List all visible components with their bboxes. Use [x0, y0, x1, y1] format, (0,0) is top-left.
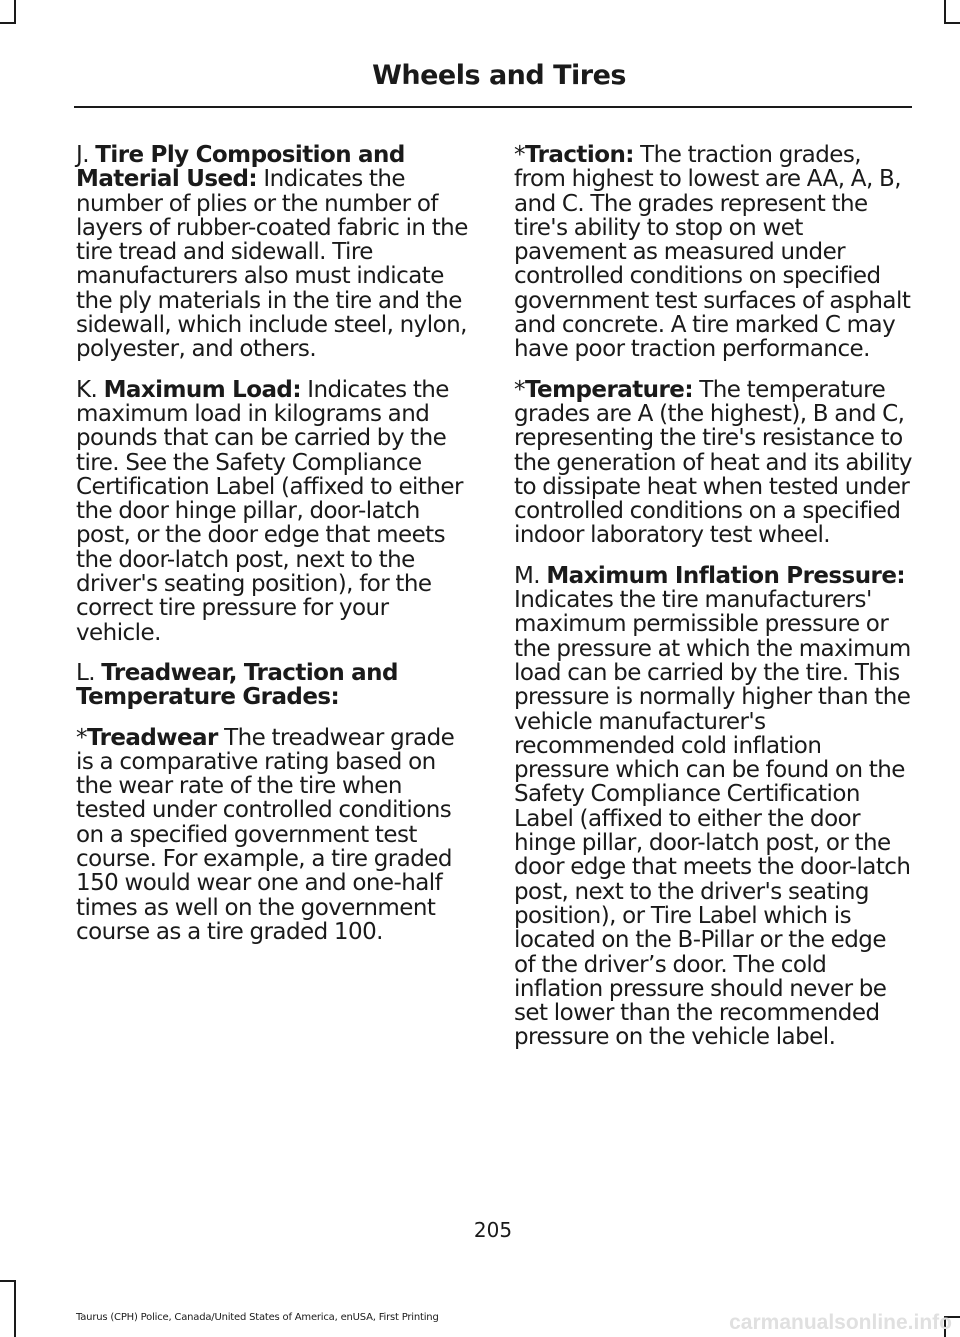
paragraph-prefix: * [514, 376, 525, 403]
paragraph-prefix: M. [514, 562, 547, 589]
crop-mark-top-left [14, 0, 16, 22]
paragraph [76, 661, 474, 710]
page-title: Wheels and Tires [372, 60, 626, 91]
paragraph-term: Treadwear, Traction and Temperature Grades: [76, 659, 398, 711]
paragraph-prefix: * [76, 724, 87, 751]
paragraph-term: Traction: [524, 142, 634, 168]
paragraph-term: Maximum Load: [103, 376, 301, 403]
paragraph-prefix: L. [76, 659, 102, 686]
paragraph [514, 564, 912, 1050]
paragraph-text: Indicates the tire manufacturers' maximum permissible pressure or the pressure at which the maximum load can be carried by the tire. This pressure is normally higher than the vehicle manufacturer's recommended cold inflation pressure which can be found on the Safety Compliance Certification Label (affixed to either the door hinge pillar, door-latch post, or the door edge that meets the door-latch post, next to the driver's seating position), or Tire Label which is located on the B-Pillar or the edge of the driver’s door. The cold inflation pressure should never be set lower than the recommended pressure on the vehicle label. [514, 587, 911, 1051]
paragraph-text: Indicates the maximum load in kilograms and pounds that can be carried by the tire. See the Safety Compliance Certification Label (affixed to either the door hinge pillar, door-latch post, or the door edge that meets the door-latch post, next to the driver's seating position), for the correct tire pressure for your vehicle. [76, 376, 463, 646]
header-divider [74, 106, 912, 108]
paragraph [76, 143, 474, 362]
watermark-logo: carmanualsonline.info [729, 1311, 952, 1334]
crop-mark-bottom-left [14, 1280, 16, 1337]
paragraph [76, 378, 474, 645]
crop-mark-top-right-h [944, 22, 960, 24]
paragraph-term: Treadwear [86, 724, 218, 751]
paragraph [514, 143, 912, 362]
paragraph-prefix: * [514, 142, 525, 168]
paragraph-prefix: J. [76, 142, 96, 168]
crop-mark-top-left-h [0, 22, 16, 24]
paragraph [514, 378, 912, 548]
right-column [514, 143, 912, 1066]
paragraph-text: The traction grades, from highest to lowest are AA, A, B, and C. The grades represent the tire's ability to stop on wet pavement as measured under controlled conditions on specified government test surfaces of asphalt and concrete. A tire marked C may have poor traction performance. [514, 142, 911, 363]
crop-mark-top-right [944, 0, 946, 22]
paragraph-text: Indicates the number of plies or the number of layers of rubber-coated fabric in the tire tread and sidewall. Tire manufacturers also must indicate the ply materials in the tire and the sidewall, which include steel, nylon, polyester, and others. [76, 166, 468, 363]
paragraph-text: The treadwear grade is a comparative rating based on the wear rate of the tire when tested under controlled conditions on a specified government test course. For example, a tire graded 150 would wear one and one-half times as well on the government course as a tire graded 100. [76, 724, 455, 945]
paragraph-term: Tire Ply Composition and Material Used: [76, 142, 405, 193]
paragraph-prefix: K. [76, 376, 104, 403]
crop-mark-bottom-left-h [0, 1280, 16, 1282]
footer-text: Taurus (CPH) Police, Canada/United States of America, enUSA, First Printing [76, 1312, 439, 1323]
left-column [76, 143, 474, 960]
paragraph-term: Temperature: [524, 376, 693, 403]
paragraph-term: Maximum Inflation Pressure: [546, 562, 906, 589]
paragraph [76, 726, 474, 945]
page-number: 205 [473, 1218, 513, 1242]
paragraph-text: The temperature grades are A (the highest), B and C, representing the tire's resistance to the generation of heat and its ability to dissipate heat when tested under controlled conditions on a specified indoor laboratory test wheel. [514, 376, 912, 549]
